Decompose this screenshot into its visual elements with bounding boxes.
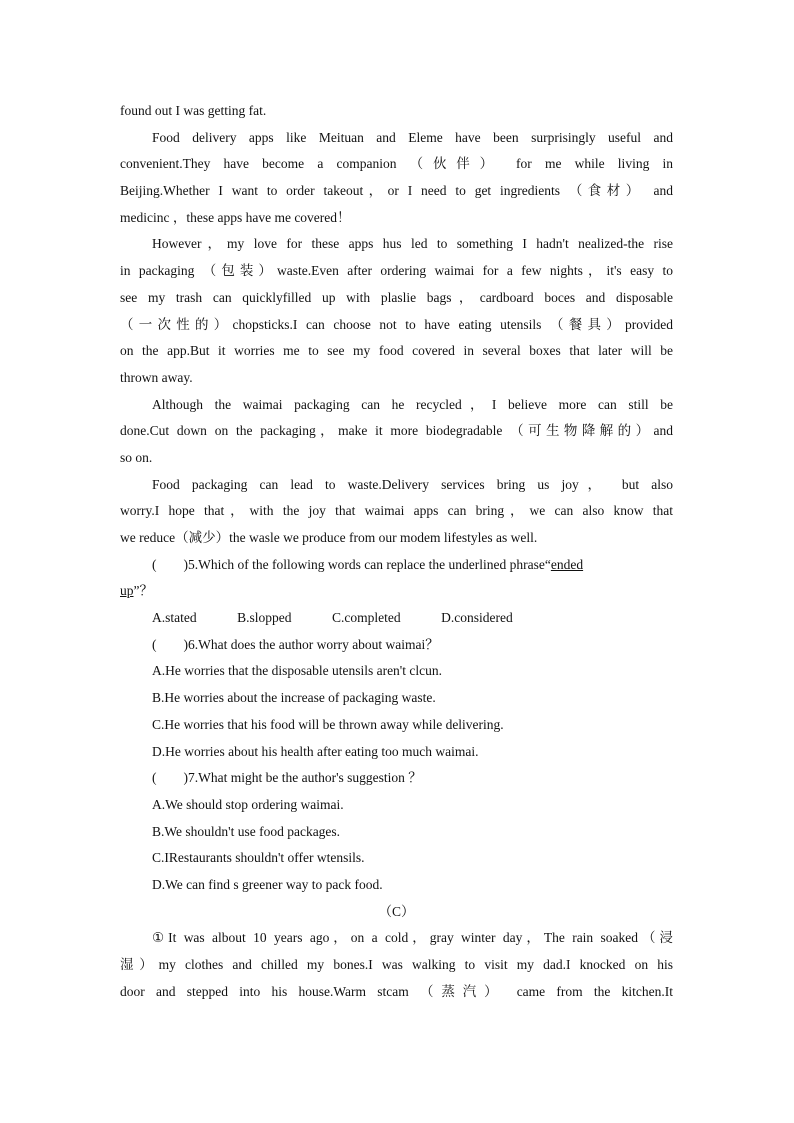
passage-line: in packaging （包装）waste.Even after ordering waimai for a few nights，it's easy to	[120, 263, 673, 279]
question-6-stem: ( )6.What does the author worry about waimai？	[152, 636, 439, 652]
question-5-stem: ( )5.Which of the following words can replace the underlined phrase“ended	[152, 556, 584, 572]
question-7-stem: ( )7.What might be the author's suggestion ？	[152, 770, 422, 786]
passage-b-text	[120, 98, 673, 552]
passage-line: Food delivery apps like Meituan and Eleme have been surprisingly useful and	[152, 129, 673, 145]
section-c-line-2: 湿）my clothes and chilled my bones.I was walking to visit my dad.I knocked on his	[120, 957, 673, 972]
question-6-option-c: C.He worries that his food will be thrown away while delivering.	[152, 716, 504, 732]
passage-line: we reduce（减少）the wasle we produce from our modem lifestyles as well.	[120, 530, 538, 545]
section-c-heading: （C）	[378, 903, 415, 919]
question-6-option-b: B.He worries about the increase of packaging waste.	[152, 690, 436, 706]
passage-line: worry.I hope that，with the joy that waimai apps can bring，we can also know that	[120, 503, 673, 519]
question-7-option-b: B.We shouldn't use food packages.	[152, 823, 341, 839]
passage-line: done.Cut down on the packaging，make it more biodegradable （可生物降解的）and	[120, 423, 673, 439]
passage-line: thrown away.	[120, 369, 193, 385]
question-7-option-d: D.We can find s greener way to pack food.	[152, 876, 383, 892]
passage-line: convenient.They have become a companion （伙伴） for me while living in	[120, 156, 673, 172]
passage-line: Beijing.Whether I want to order takeout，or I need to get ingredients （食材） and	[120, 183, 673, 199]
question-7-option-c: C.IRestaurants shouldn't offer wtensils.	[152, 850, 365, 866]
question-5-stem-cont: up”？	[120, 583, 153, 599]
passage-line: so on.	[120, 449, 153, 465]
passage-line: see my trash can quicklyfilled up with plaslie bags，cardboard boces and disposable	[120, 289, 673, 305]
document-page	[120, 98, 673, 1005]
passage-line: Food packaging can lead to waste.Delivery services bring us joy， but also	[152, 476, 673, 492]
question-5-options: A.stated B.slopped C.completed D.considered	[152, 610, 513, 626]
passage-line: Although the waimai packaging can he recycled，I believe more can still be	[152, 396, 673, 412]
passage-line: found out I was getting fat.	[120, 103, 267, 118]
passage-line: medicinc ，these apps have me covered！	[120, 209, 351, 225]
passage-line: on the app.But it worries me to see my food covered in several boxes that later will be	[120, 343, 673, 359]
passage-line: （一次性的）chopsticks.I can choose not to have eating utensils （餐具）provided	[120, 316, 673, 332]
question-6-option-d: D.He worries about his health after eating too much waimai.	[152, 743, 479, 759]
question-7-option-a: A.We should stop ordering waimai.	[152, 796, 344, 812]
section-c-line-1: ①It was albout 10 years ago，on a cold，gray winter day，The rain soaked（浸	[152, 930, 673, 946]
question-6-option-a: A.He worries that the disposable utensils aren't clcun.	[152, 663, 442, 679]
section-c-line-3: door and stepped into his house.Warm stcam （蒸汽） came from the kitchen.It	[120, 983, 673, 999]
passage-line: However，my love for these apps hus led to something I hadn't nealized-the rise	[152, 236, 673, 252]
